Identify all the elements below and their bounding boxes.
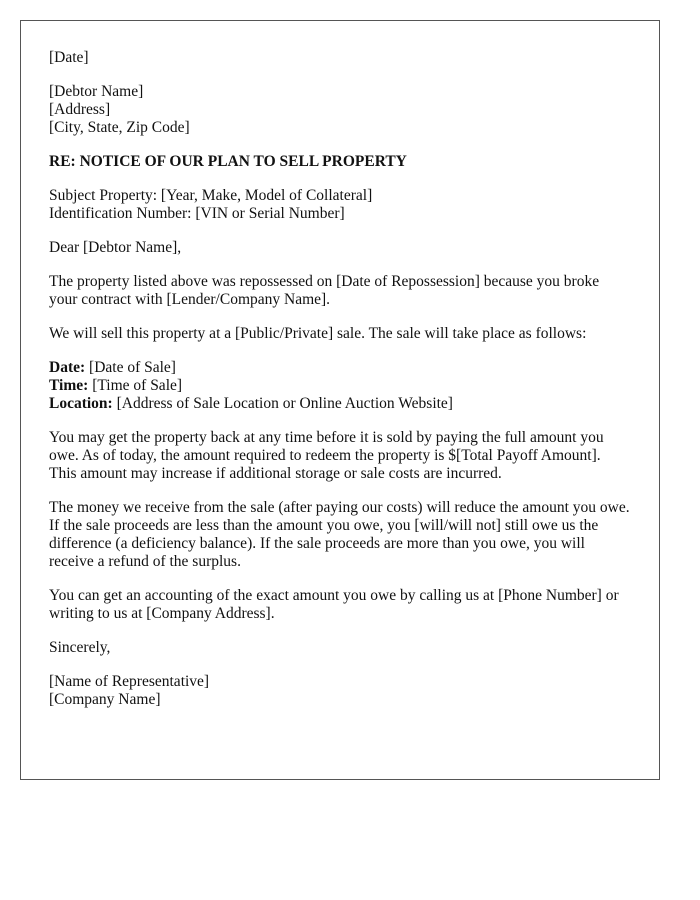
sale-location-row: [49, 395, 631, 413]
paragraph-repossession: The property listed above was repossessed on [Date of Repossession] because you broke your contract with [Lender/Company Name].: [49, 273, 600, 308]
subject-property: Subject Property: [Year, Make, Model of Collateral]: [49, 187, 373, 204]
property-block: [49, 187, 631, 223]
sale-location-value: [Address of Sale Location or Online Auction Website]: [112, 395, 453, 412]
sale-details: [49, 359, 631, 413]
sale-date-row: [49, 359, 631, 377]
signature-block: [49, 673, 631, 709]
sale-time-label: Time:: [49, 377, 89, 394]
sale-location-label: Location:: [49, 395, 113, 412]
recipient-block: [49, 83, 631, 137]
paragraph-proceeds: The money we receive from the sale (after paying our costs) will reduce the amount you owe. If the sale proceeds are less than the amount you owe, you [will/will not] still owe us the difference (a deficiency balance). If the sale proceeds are more than you owe, you will receive a refund of the surplus.: [49, 499, 630, 570]
sale-time-value: [Time of Sale]: [88, 377, 183, 394]
paragraph-accounting: You can get an accounting of the exact amount you owe by calling us at [Phone Number] or writing to us at [Company Address].: [49, 587, 619, 622]
recipient-city-state-zip: [City, State, Zip Code]: [49, 119, 190, 136]
sale-date-value: [Date of Sale]: [85, 359, 176, 376]
letter-page: [20, 20, 660, 780]
salutation: Dear [Debtor Name],: [49, 239, 182, 256]
paragraph-redeem: You may get the property back at any time before it is sold by paying the full amount you owe. As of today, the amount required to redeem the property is $[Total Payoff Amount]. This amount may increase if additional storage or sale costs are incurred.: [49, 429, 604, 482]
sale-date-label: Date:: [49, 359, 86, 376]
recipient-name: [Debtor Name]: [49, 83, 144, 100]
signature-representative: [Name of Representative]: [49, 673, 210, 690]
closing: Sincerely,: [49, 639, 111, 656]
letter-date: [Date]: [49, 49, 89, 66]
subject-line: RE: NOTICE OF OUR PLAN TO SELL PROPERTY: [49, 153, 407, 170]
sale-time-row: [49, 377, 631, 395]
identification-number: Identification Number: [VIN or Serial Number]: [49, 205, 345, 222]
signature-company: [Company Name]: [49, 691, 161, 708]
recipient-address: [Address]: [49, 101, 111, 118]
paragraph-sale: We will sell this property at a [Public/Private] sale. The sale will take place as follows:: [49, 325, 587, 342]
